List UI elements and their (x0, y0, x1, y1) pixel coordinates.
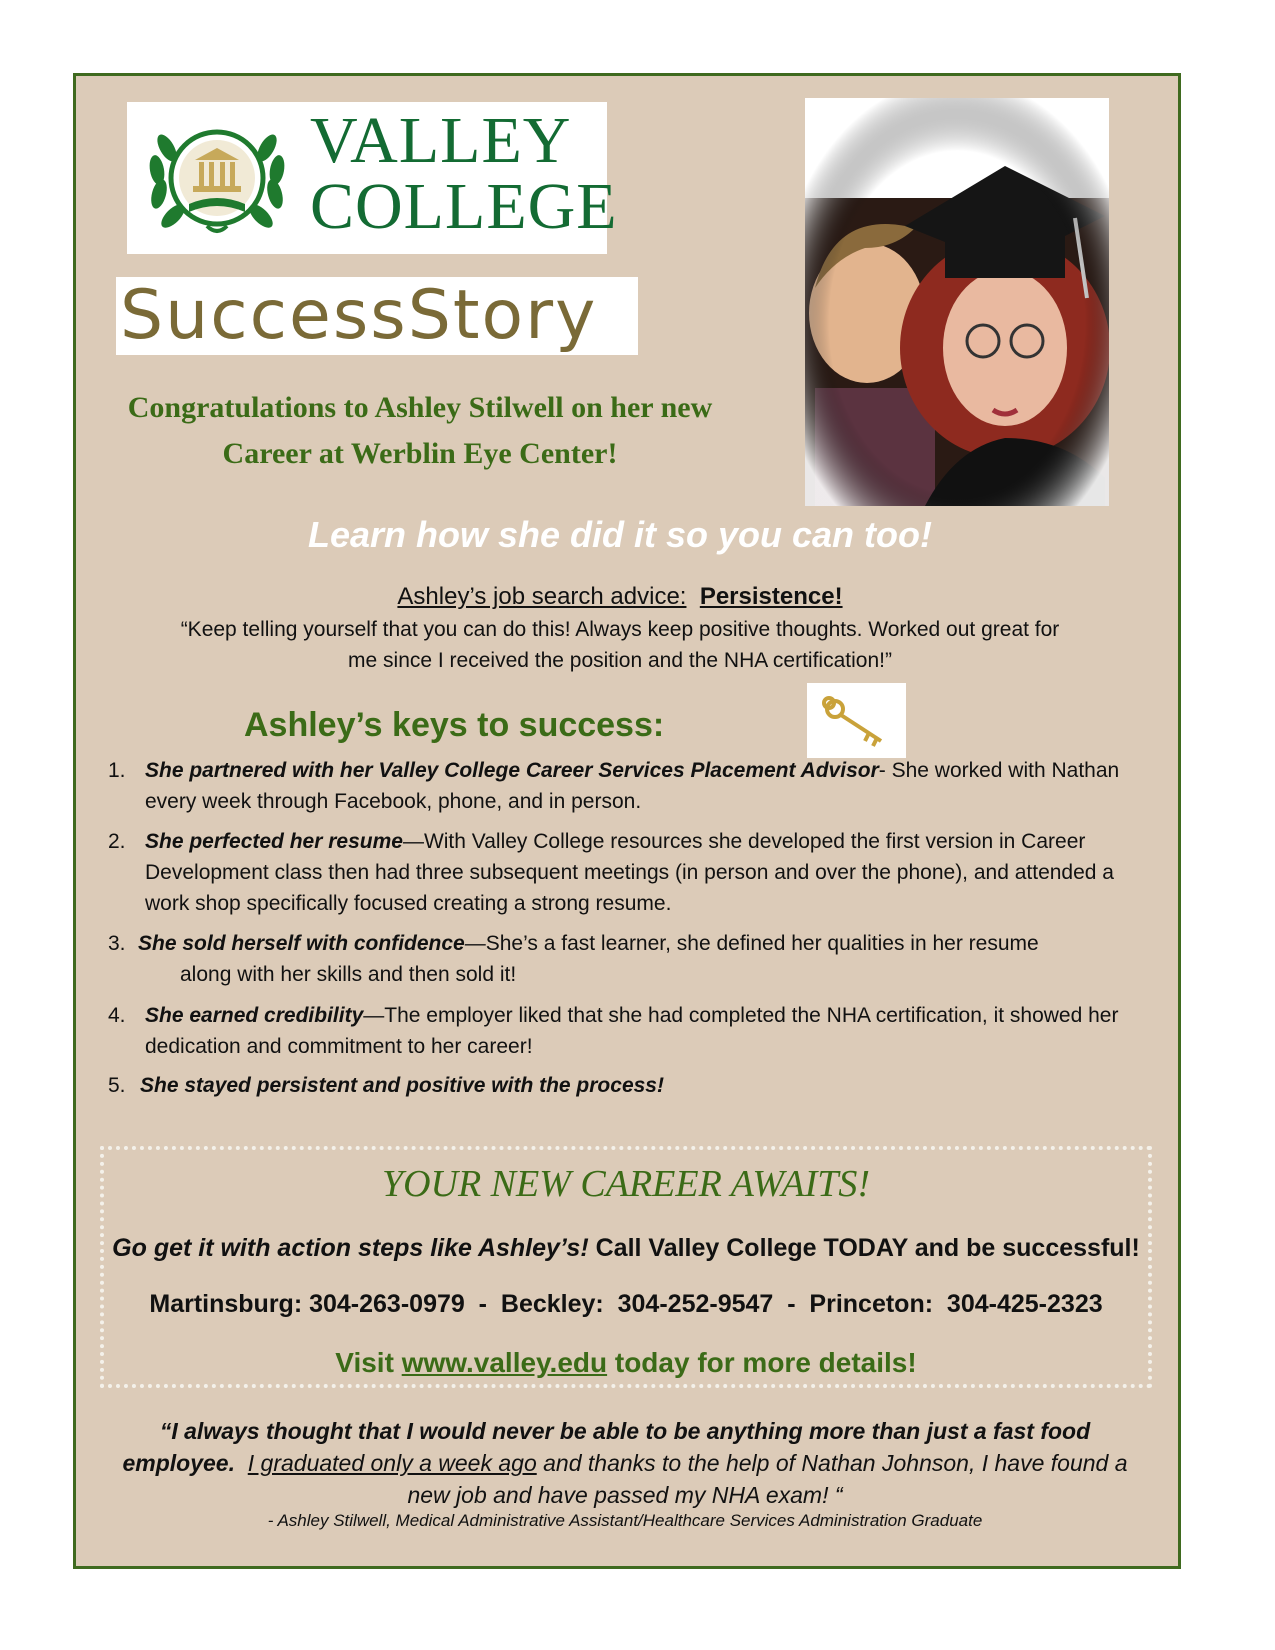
advice-quote (120, 614, 1120, 676)
list-number: 1. (108, 759, 126, 782)
list-number: 5. (108, 1074, 126, 1097)
advice-keyword: Persistence! (699, 583, 843, 610)
list-number: 2. (108, 830, 126, 853)
advice-quote-line-1: “Keep telling yourself that you can do this! Always keep positive thoughts. Worked out great for (180, 618, 1060, 641)
testimonial-rest: and thanks to the help of Nathan Johnson, I have found a new job and have passed my NHA exam! “ (407, 1450, 1128, 1508)
congrats-heading (80, 385, 760, 477)
list-item-bold: She stayed persistent and positive with the process! (140, 1074, 664, 1097)
list-item-bold: She sold herself with confidence (138, 932, 465, 955)
testimonial-attribution: - Ashley Stilwell, Medical Administrative Assistant/Healthcare Services Administration Graduate (267, 1511, 983, 1530)
cta-visit (104, 1347, 1148, 1379)
website-link[interactable]: www.valley.edu (401, 1347, 608, 1378)
testimonial-quote (110, 1415, 1140, 1511)
visit-prefix: Visit (335, 1347, 402, 1378)
list-item-bold: She earned credibility (145, 1004, 364, 1027)
testimonial-bold: “I always thought that I would never be able to be anything more than just a fast food employee. (122, 1418, 1091, 1476)
congrats-line-1: Congratulations to Ashley Stilwell on her new (127, 391, 713, 424)
list-item-bold: She partnered with her Valley College Career Services Placement Advisor (145, 759, 879, 782)
tagline: Learn how she did it so you can too! (307, 514, 933, 555)
list-item-text: —The employer liked that she had completed the NHA certification, it showed her dedication and commitment to her career! (145, 1004, 1119, 1058)
cta-line (104, 1234, 1148, 1263)
list-number: 4. (108, 1004, 126, 1027)
list-item-text: —She’s a fast learner, she defined her qualities in her resume (464, 932, 1039, 955)
advice-heading (200, 583, 1040, 611)
logo-line-1: VALLEY (310, 104, 572, 177)
valley-college-logo (127, 102, 618, 254)
advice-label: Ashley’s job search advice: (397, 583, 687, 610)
key-icon (807, 683, 906, 758)
testimonial-underlined: I graduated only a week ago (247, 1450, 537, 1476)
key-image (807, 683, 906, 758)
keys-title: Ashley’s keys to success: (244, 706, 665, 744)
call-to-action-box (100, 1146, 1152, 1388)
list-item-text: along with her skills and then sold it! (180, 963, 517, 986)
advice-quote-line-2: me since I received the position and the NHA certification!” (348, 649, 892, 672)
list-number: 3. (108, 932, 126, 955)
success-story-banner (116, 277, 638, 355)
visit-suffix: today for more details! (607, 1347, 917, 1378)
list-item-text: —With Valley College resources she developed the first version in Career Development class then had three subsequent meetings (in person and over the phone), and attended a work shop specifically focused creating a strong resume. (145, 830, 1114, 915)
graduate-photo (805, 98, 1109, 506)
cta-heading: YOUR NEW CAREER AWAITS! (381, 1163, 871, 1205)
congrats-line-2: Career at Werblin Eye Center! (222, 437, 618, 470)
banner-title: SuccessStory (120, 276, 598, 355)
laurel-emblem-icon (137, 108, 297, 248)
logo-line-2: COLLEGE (310, 170, 618, 243)
list-item-bold: She perfected her resume (145, 830, 403, 853)
cta-line-rest: Call Valley College TODAY and be successful! (588, 1234, 1140, 1262)
logo-wordmark (310, 104, 618, 243)
list-item-text: - She worked with Nathan every week through Facebook, phone, and in person. (145, 759, 1120, 813)
cta-line-italic: Go get it with action steps like Ashley’s! (112, 1234, 589, 1262)
cta-phone-numbers: Martinsburg: 304-263-0979 - Beckley: 304-252-9547 - Princeton: 304-425-2323 (149, 1290, 1103, 1318)
